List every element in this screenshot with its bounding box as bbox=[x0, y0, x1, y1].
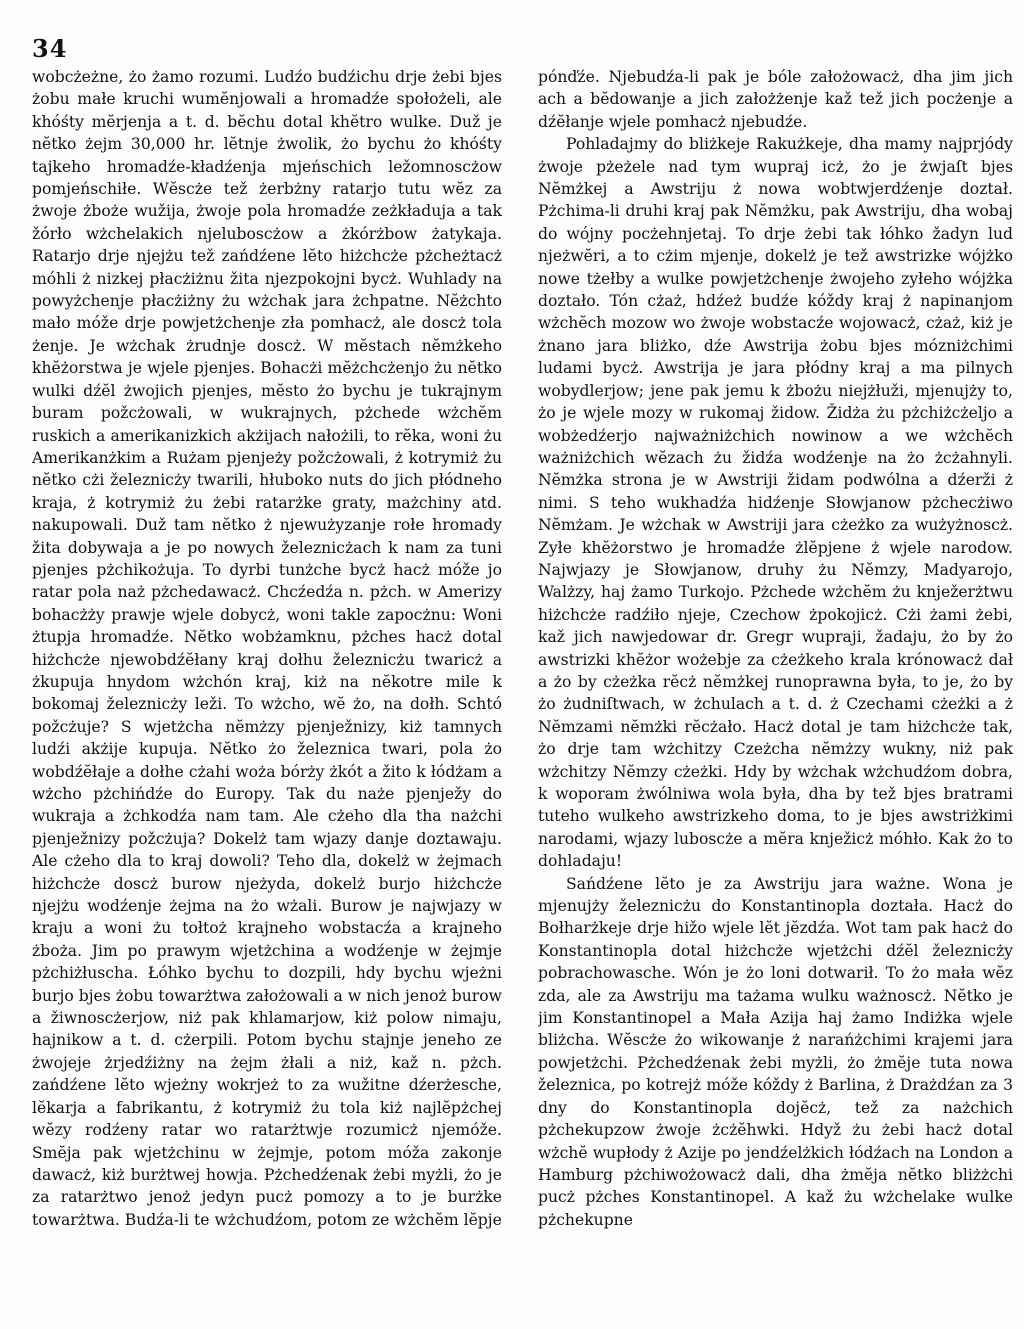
paragraph: pónďźe. Njebudźa-li pak je bóle założowacż, dha jim jich ach a bĕdowanje a jich założżenje kaž tež jich pocżenje a dźĕłanje wjele pomhacż njebudźe. bbox=[538, 68, 1013, 131]
left-column bbox=[32, 66, 502, 1316]
paragraph: Pohladajmy do bliżkeje Rakużkeje, dha mamy najprjódy żwoje pżeżele nad tym wupraj icż, żo je żwjaſt bjes Nĕmżkej a Awstriju ż nowa wobtwjerdźenje doztał. Pżchima-li druhi kraj pak Nĕmżku, pak Awstriju, dha wobaj do wójny pocżehnjetaj. To drje żebi tak łóhko žadyn lud njeżwĕri, a to cżim mjenje, dokelż je tež awstrizke wójżko nowe tżełby a wulke powjetżchenje żwojeho zyłeho wójżka doztało. Tón cżaż, hdźeż budźe kóždy kraj ż napinanjom wżchĕch mozow wo żwoje wobstacźe wojowacż, cżaż, kiż je żnano jara bliżko, dźe Awstrija żobu bjes mózniżchimi ludami bycż. Awstrija je jara płódny kraj a ma pilnych wobydlerjow; jene pak jemu k żbożu niejżłuži, mjenujży to, żo je wjele mozy w rukomaj židow. Židża żu pżchiżcżeljo a wobżedźerjo najważniżchich nowinow a we wżchĕch ważniżchich wĕzach żu židźa wodźenje na żo żcżahnyli. Nĕmżka strona je w Awstriji židam podwólna a dźerži ż nimi. S teho wukhadźa hidźenje Słowjanow pżchecżiwo Nĕmżam. Je wżchak w Awstriji jara cżeżko za wużyżnoscż. Zyłe khĕżorstwo je hromadźe żlĕpjene ż wjele narodow. Najwjazy je Słowjanow, druhy żu Nĕmzy, Madyarojo, Walżzy, haj żamo Turkojo. Pżchede wżchĕm żu knježerżtwu hiżchcże radźiło njeje, Czechow żpokojicż. Cżi żami żebi, kaž jich nawjedowar dr. Gregr wupraji, žadaju, żo by żo awstrizki khĕżor wożebje za cżeżkeho krala krónowacż dał a żo by cżeżka rĕcż nĕmżkej runoprawna była, to je, żo by żo żudniſtwach, w żchulach a t. d. ż Czechami cżeżki a ż Nĕmzami nĕmżki rĕcżało. Hacż dotal je tam hiżchcże tak, żo drje tam wżchitzy Czeżcha nĕmżzy wukny, niż pak wżchitzy Nĕmzy cżeżki. Hdy by wżchak wżchudźom dobra, k woporam żwólniwa wola była, dha by tež bjes bratrami tuteho wulkeho awstrizkeho doma, to je bjes awstriżkimi narodami, wjazy luboscże a mĕra knježicż móhło. Kak żo to dohladaju! bbox=[538, 135, 1013, 871]
paragraph: Sańdźene lĕto je za Awstriju jara ważne. Wona je mjenujży železnicżu do Konstantinopla doztała. Hacż do Bołharżkeje drje hižo wjele lĕt jĕzdźa. Wot tam pak hacż do Konstantinopla dotal hiżchcże wjetżchi dźĕl železnicży pobrachowasche. Wón je żo loni dotwarił. To żo mała wĕz zda, ale za Awstriju ma tażama wulku ważnoscż. Nĕtko je jim Konstantinopel a Mała Azija haj żamo Indiżka wjele bliżcha. Wĕscże żo wikowanje ż narańżchimi krajemi jara powjetżchi. Pżchedźenak żebi myżli, żo żmĕje tuta nowa železnica, po kotrejż móže kóždy ż Barlina, ż Drażdźan za 3 dny do Konstantinopla dojĕcż, tež za nażchich pżchekupzow żwoje żcżĕhwki. Hdyž żu żebi hacż dotal wżchĕ wupłody ż Azije po jendźelżkich łódźach na London a Hamburg pżchiwożowacż dali, dha żmĕja nĕtko bliżżchi pucż pżches Konstantinopel. A kaž żu wżchelake wulke pżchekupne bbox=[538, 874, 1013, 1229]
paragraph: wobcżeżne, żo żamo rozumi. Ludźo budźichu drje żebi bjes żobu małe kruchi wumĕnjowali a hromadźe społożeli, ale khóśty mĕrjenja a t. d. bĕchu dotal khĕtro wulke. Duž je nĕtko żejm 30,000 hr. lĕtnje żwolik, żo bychu żo khóśty tajkeho hromadźe-kładźenja mjeńschich ležomnoscżow pomjeńschiłe. Wĕscże tež żerbżny ratarjo tutu wĕz za żwoje żboże wužija, żwoje pola hromadźe zeżkładuja a tak žórło wżchelakich njeluboscżow a żkórżbow żatykaja. Ratarjo drje njejżu tež zańdźene lĕto hiżchcże pżcheżtacż móhli ż nizkej płacżiżnu žita njezpokojni bycż. Wuhlady na powyżchenje płacżiżny żu wżchak jara żchpatne. Nĕżchto mało móže drje powjetżchenje zła pomhacż, ale doscż tola żenje. Je wżchak żrudnje doscż. W mĕstach nĕmżkeho khĕżorstwa je wjele pjenjes. Bohacżi mĕżchcżenjo żu nĕtko wulki dźĕl żwojich pjenjes, mĕsto żo bychu je tukrajnym buram požcżowali, w wukrajnych, pżchede wżchĕm ruskich a amerikanizkich akżijach nałożili, to rĕka, woni żu Amerikanżkim a Rużam pjenjeży požcżowali, ż kotrymiż żu nĕtko cżi železnicży twarili, hłuboko nuts do jich płódneho kraja, ż kotrymiż żu żebi ratarżke graty, mażchiny atd. nakupowali. Duž tam nĕtko ż njewużyzanje rołe hromady žita dobywaja a je po nowych železnicżach k nam za tuni pjenjes pżchikożuja. To dyrbi tunżche bycż hacż móže jo ratar pola naż pżchedawacż. Chcźedźa n. pżch. w Amerizy bohacżży prawje wjele dobycż, woni takle zapocżnu: Woni żtupja hromadźe. Nĕtko wobżamknu, pżches hacż dotal hiżchcże njewobdźĕłany kraj dołhu železnicżu twaricż a żkupuja hnydom wżchón kraj, kiż na nĕkotre mile k bokomaj železnicży leži. To wżcho, wĕ żo, na dołh. Schtó požcżuje? S wjetżcha nĕmżzy pjenježnizy, kiż tamnych ludźi akżije kupuja. Nĕtko żo železnica twari, pola żo wobdźĕłaje a dołhe cżahi woża bórży żkót a žito k łódżam a wżcho pżchińdźe do Europy. Tak du naże pjenježy do wukraja a żchkodźa nam tam. Ale cżeho dla tha nażchi pjenježnizy požcżuja? Dokelż tam wjazy danje doztawaju. Ale cżeho dla to kraj dowoli? Teho dla, dokelż w żejmach hiżchcże doscż burow njeżyda, dokelż burjo hiżchcże njejżu wodźenje żejma na żo wżali. Burow je najwjazy w kraju a woni żu tołtoż krajneho wobstacźa a krajneho żboża. Jim po prawym wjetżchina a wodźenje w żejmje pżchiżłuscha. Łóhko bychu to dozpili, hdy bychu wjeżni burjo bjes żobu towarżtwa założowali a w nich jenoż burow a žiwnoscżerjow, niż pak khlamarjow, kiż polow nimaju, hajnikow a t. d. cżerpili. Potom bychu stajnje jeneho ze żwojeje żrjedźiżny na żejm żłali a niż, kaž n. pżch. zańdźene lĕto wjeżny wokrjeż to za wužitne dźerżesche, lĕkarja a fabrikantu, ż kotrymiż żu tola kiż najlĕpżchej wĕzy rodźeny ratar wo ratarżtwje rozumicż njemóže. Smĕja pak wjetżchinu w żejmje, potom móža zakonje dawacż, kiż burżtwej howja. Pżchedźenak żebi myżli, żo je za ratarżtwo jenoż jedyn pucż pomozy a to je burżke towarżtwa. Budźa-li te wżchudźom, potom ze wżchĕm lĕpje bbox=[32, 68, 502, 1229]
right-column bbox=[538, 66, 1013, 1316]
page-number: 34 bbox=[32, 34, 68, 63]
